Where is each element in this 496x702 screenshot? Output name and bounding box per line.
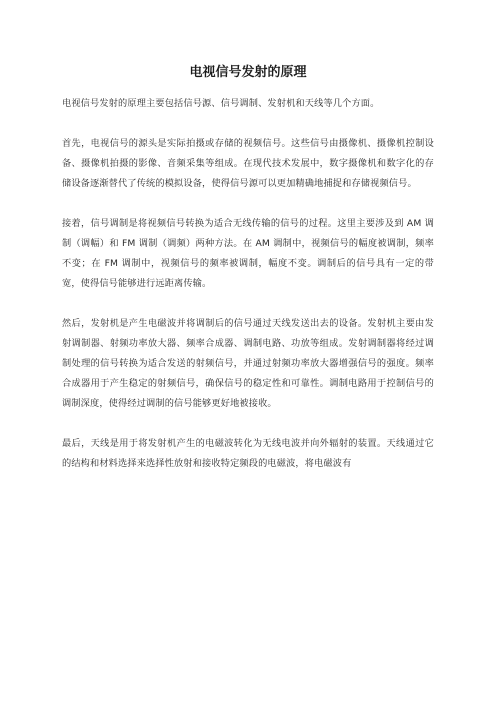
paragraph-antenna: 最后，天线是用于将发射机产生的电磁波转化为无线电波并向外辐射的装置。天线通过它的结构和材料选择来选择性放射和接收特定频段的电磁波，将电磁波有 [62, 438, 434, 469]
paragraph-modulation: 接着，信号调制是将视频信号转换为适合无线传输的信号的过程。这里主要涉及到 AM 调制（调幅）和 FM 调制（调频）两种方法。在 AM 调制中，视频信号的幅度被调制，频率不变；在 FM 调制中，视频信号的频率被调制，幅度不变。调制后的信号具有一定的带宽，使得信号能够进行远距离传输。 [62, 218, 434, 289]
paragraph-signal-source: 首先，电视信号的源头是实际拍摄或存储的视频信号。这些信号由摄像机、摄像机控制设备、摄像机拍摄的影像、音频采集等组成。在现代技术发展中，数字摄像机和数字化的存储设备逐渐替代了传统的模拟设备，使得信号源可以更加精确地捕捉和存储视频信号。 [62, 138, 434, 189]
paragraph-transmitter: 然后，发射机是产生电磁波并将调制后的信号通过天线发送出去的设备。发射机主要由发射调制器、射频功率放大器、频率合成器、调制电路、功放等组成。发射调制器将经过调制处理的信号转换为适合发送的射频信号，并通过射频功率放大器增强信号的强度。频率合成器用于产生稳定的射频信号，确保信号的稳定性和可靠性。调制电路用于控制信号的调制深度，使得经过调制的信号能够更好地被接收。 [62, 318, 434, 409]
document-title: 电视信号发射的原理 [189, 65, 307, 80]
paragraph-intro: 电视信号发射的原理主要包括信号源、信号调制、发射机和天线等几个方面。 [62, 98, 380, 109]
document-body [62, 94, 434, 474]
